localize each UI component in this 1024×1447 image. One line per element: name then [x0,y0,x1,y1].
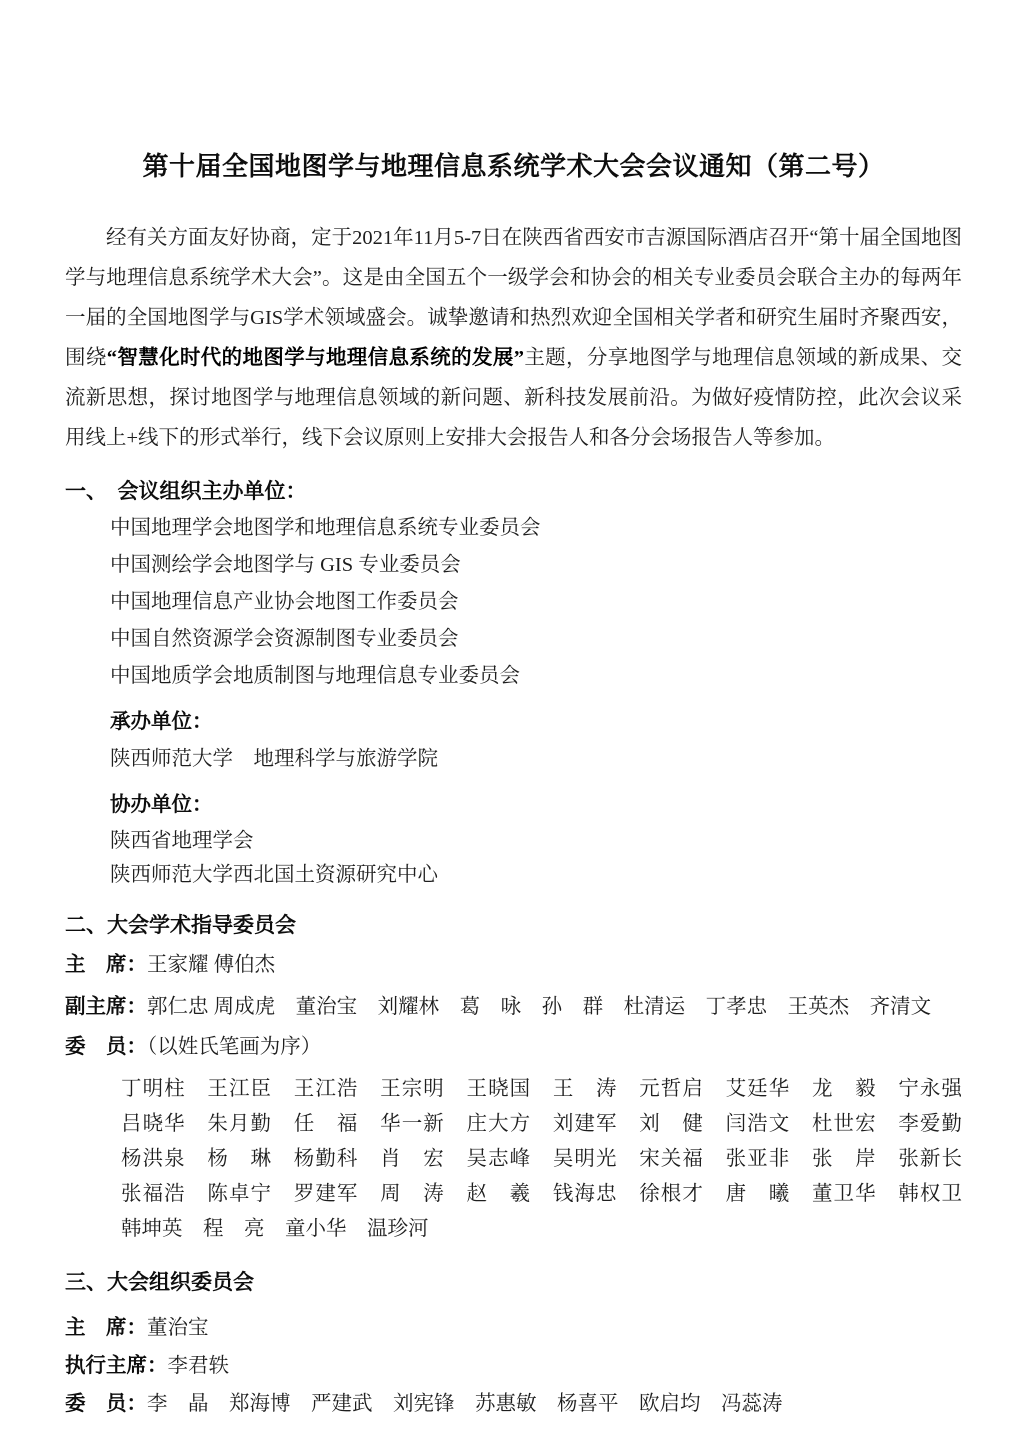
advisory-vicechair-row [65,986,962,1028]
organizer-item: 中国地理信息产业协会地图工作委员会 [110,591,459,613]
intro-text-before-theme: 经有关方面友好协商，定于2021年11月5-7日在陕西省西安市吉源国际酒店召开“第十届全国地图学与地理信息系统学术大会”。这是由全国五个一级学会和协会的相关专业委员会联合主办的每两年一届的全国地图学与GIS学术领域盛会。诚挚邀请和热烈欢迎全国相关学者和研究生届时齐聚西安，围绕 [65,227,962,369]
org-committee-members-names: 李 晶 郑海博 严建武 刘宪锋 苏惠敏 杨喜平 欧启均 冯蕊涛 [147,1393,783,1415]
org-committee-chair-label: 主 席： [65,1317,147,1339]
committee-member-row: 张福浩 陈卓宁 罗建军 周 涛 赵 羲 钱海忠 徐根才 唐 曦 董卫华 韩权卫 [121,1183,962,1205]
org-committee-members-row [65,1385,962,1423]
section3-heading: 三、大会组织委员会 [65,1270,254,1294]
committee-member-row: 吕晓华 朱月勤 任 福 华一新 庄大方 刘建军 刘 健 闫浩文 杜世宏 李爱勤 [121,1113,962,1135]
advisory-chair-names: 王家耀 傅伯杰 [147,954,276,976]
advisory-members-note: （以姓氏笔画为序） [147,1036,322,1058]
host-unit-name: 陕西师范大学 地理科学与旅游学院 [110,748,438,770]
org-committee-chair-row [65,1309,962,1347]
committee-member-row: 韩坤英 程 亮 童小华 温珍河 [121,1218,429,1240]
advisory-chair-row [65,944,962,986]
intro-paragraph [65,218,962,458]
intro-text-after-theme: 主题，分享地图学与地理信息领域的新成果、交流新思想，探讨地图学与地理信息领域的新问题、新科技发展前沿。为做好疫情防控，此次会议采用线上+线下的形式举行，线下会议原则上安排大会报告人和各分会场报告人等参加。 [65,347,963,449]
cohost-unit-label: 协办单位： [110,794,213,816]
organizer-item: 中国地理学会地图学和地理信息系统专业委员会 [110,517,541,539]
committee-member-row: 丁明柱 王江臣 王江浩 王宗明 王晓国 王 涛 元哲启 艾廷华 龙 毅 宁永强 [121,1078,962,1100]
section2-heading: 二、大会学术指导委员会 [65,913,296,937]
committee-member-row: 杨洪泉 杨 琳 杨勤科 肖 宏 吴志峰 吴明光 宋关福 张亚非 张 岸 张新长 [121,1148,962,1170]
organizer-list [65,510,962,695]
org-committee-chair-names: 董治宝 [147,1317,209,1339]
org-committee-exec-label: 执行主席： [65,1355,168,1377]
organizer-item: 中国地质学会地质制图与地理信息专业委员会 [110,665,520,687]
organizer-item: 中国自然资源学会资源制图专业委员会 [110,628,459,650]
advisory-members-label: 委 员： [65,1036,147,1058]
cohost-unit-name: 陕西师范大学西北国土资源研究中心 [110,864,438,886]
advisory-vicechair-names: 郭仁忠 周成虎 董治宝 刘耀林 葛 咏 孙 群 杜清运 丁孝忠 王英杰 齐清文 [147,996,932,1018]
cohost-unit-name: 陕西省地理学会 [110,830,254,852]
organizer-item: 中国测绘学会地图学与 GIS 专业委员会 [110,554,461,576]
advisory-vicechair-label: 副主席： [65,996,147,1018]
advisory-members-label-row [65,1028,962,1066]
advisory-chair-label: 主 席： [65,954,147,976]
host-unit-label: 承办单位： [110,711,213,733]
page-title: 第十届全国地图学与地理信息系统学术大会会议通知（第二号） [142,152,885,181]
org-committee-members-label: 委 员： [65,1393,147,1415]
section1-heading: 一、 会议组织主办单位： [65,479,307,503]
org-committee-exec-names: 李君轶 [167,1355,229,1377]
advisory-members-list [65,1072,962,1247]
org-committee-exec-row [65,1347,962,1385]
intro-theme-bold: “智慧化时代的地图学与地理信息系统的发展” [106,347,524,369]
